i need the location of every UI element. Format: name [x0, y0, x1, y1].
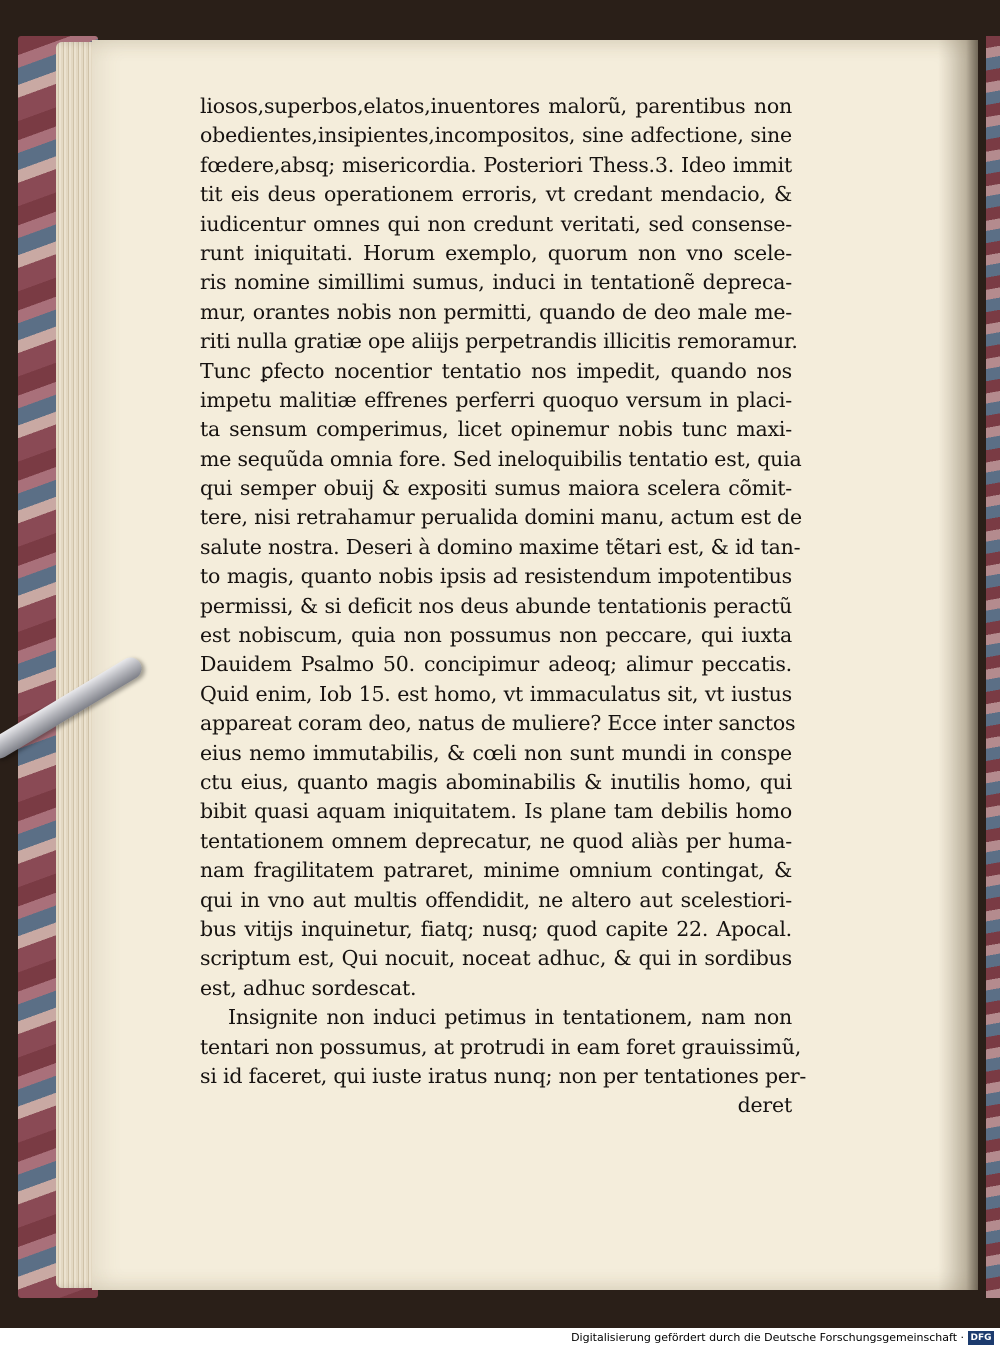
text-line: tentationem omnem deprecatur, ne quod aliàs per huma- [200, 828, 792, 853]
text-line: mur, orantes nobis non permitti, quando de deo male me- [200, 299, 792, 324]
text-line: me sequũda omnia fore. Sed ineloquibilis tentatio est, quia [200, 446, 802, 471]
text-line: scriptum est, Qui nocuit, noceat adhuc, & qui in sordibus [200, 946, 792, 971]
text-line: qui in vno aut multis offendidit, ne altero aut scelestiori- [200, 887, 792, 912]
funding-credit: Digitalisierung gefördert durch die Deutsche Forschungsgemeinschaft · [571, 1331, 964, 1344]
text-line-paragraph-start: Insignite non induci petimus in tentationem, nam non [228, 1005, 792, 1030]
text-line: tit eis deus operationem erroris, vt credant mendacio, & [200, 182, 792, 207]
catchword: deret [737, 1093, 792, 1118]
text-line: bus vitijs inquinetur, fiatq; nusq; quod capite 22. Apocal. [200, 916, 792, 941]
dfg-logo: DFG [968, 1331, 994, 1345]
text-line: Tunc ꝑfecto nocentior tentatio nos impedit, quando nos [200, 358, 792, 383]
text-line: ta sensum comperimus, licet opinemur nobis tunc maxi- [200, 417, 792, 442]
text-line: nam fragilitatem patraret, minime omnium contingat, & [200, 858, 792, 883]
text-line: fœdere,absq; misericordia. Posteriori Thess.3. Ideo immit [200, 152, 792, 177]
text-line: ris nomine simillimi sumus, induci in tentationẽ depreca- [200, 270, 792, 295]
text-line: Quid enim, Iob 15. est homo, vt immaculatus sit, vt iustus [200, 681, 792, 706]
page-text-block [200, 92, 807, 1121]
text-line: est, adhuc sordescat. [200, 975, 417, 1000]
text-line: liosos,superbos,elatos,inuentores malorũ, parentibus non [200, 94, 792, 118]
text-line: qui semper obuij & expositi sumus maiora scelera cõmit- [200, 476, 792, 501]
footer-bar [0, 1328, 1000, 1349]
text-line: obedientes,insipientes,incompositos, sine adfectione, sine [200, 123, 792, 148]
text-line: impetu malitiæ effrenes perferri quoquo versum in placi- [200, 387, 792, 412]
text-line: bibit quasi aquam iniquitatem. Is plane tam debilis homo [200, 799, 792, 824]
text-line: appareat coram deo, natus de muliere? Ecce inter sanctos [200, 711, 796, 736]
text-line: iudicentur omnes qui non credunt veritati, sed consense- [200, 211, 792, 236]
text-line: permissi, & si deficit nos deus abunde tentationis peractũ [200, 593, 792, 618]
marbled-cover-board-right [986, 36, 1000, 1298]
text-line: tentari non possumus, at protrudi in eam foret grauissimũ, [200, 1034, 802, 1059]
text-line: runt iniquitati. Horum exemplo, quorum non vno scele- [200, 240, 792, 265]
text-line: salute nostra. Deseri à domino maxime tẽtari est, & id tan- [200, 534, 801, 559]
gutter-shadow [938, 40, 978, 1290]
text-line: riti nulla gratiæ ope aliijs perpetrandis illicitis remoramur. [200, 329, 798, 354]
text-line: eius nemo immutabilis, & cœli non sunt mundi in conspe [200, 740, 792, 765]
text-line: to magis, quanto nobis ipsis ad resistendum impotentibus [200, 564, 792, 589]
text-line: est nobiscum, quia non possumus non peccare, qui iuxta [200, 623, 792, 648]
text-line: ctu eius, quanto magis abominabilis & inutilis homo, qui [200, 769, 792, 794]
text-line: Dauidem Psalmo 50. concipimur adeoq; alimur peccatis. [200, 652, 792, 677]
text-line: tere, nisi retrahamur perualida domini manu, actum est de [200, 505, 802, 530]
text-line: si id faceret, qui iuste iratus nunq; non per tentationes per- [200, 1063, 807, 1088]
